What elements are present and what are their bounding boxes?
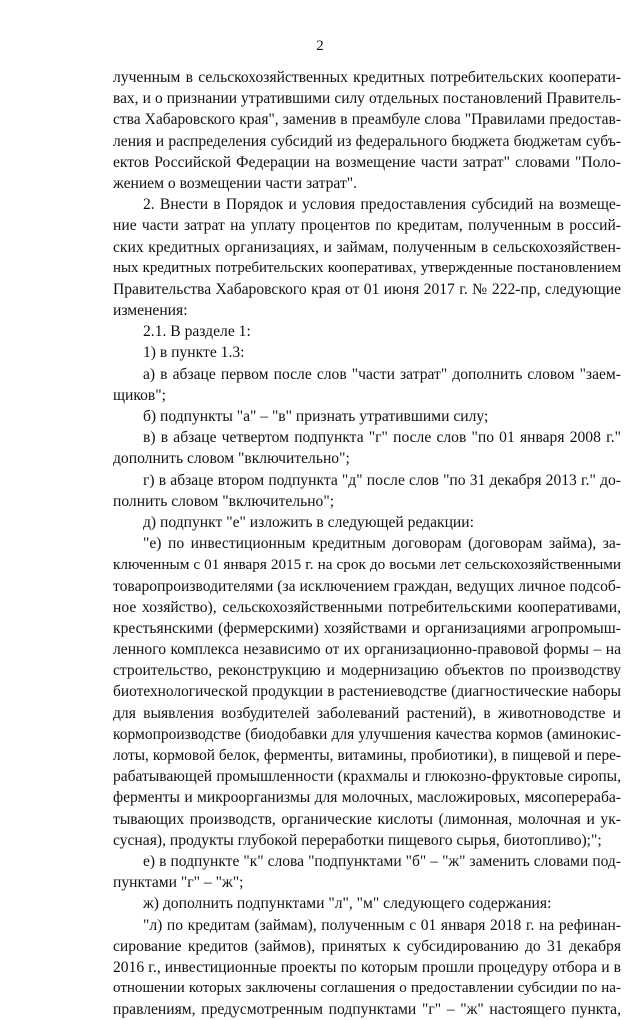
text-line: в) в абзаце четвертом подпункта "г" после слов "по 01 января 2008 г." [143,429,621,447]
text-line: ных кредитных потребительских кооперативах, утвержденные постановлением [113,259,621,276]
text-line: правлениям, предусмотренным подпунктами "г" – "ж" настоящего пункта, [113,1001,621,1019]
text-line: б) подпункты "а" – "в" признать утратившими силу; [143,408,489,425]
text-line: ства Хабаровского края", заменив в преамбуле слова "Правилами предостав- [113,111,621,129]
text-line: 2016 г., инвестиционные проекты по которым прошли процедуру отбора и в [113,958,621,976]
text-line: вах, и о признании утратившими силу отдельных постановлений Правитель- [113,90,621,108]
text-line: г) в абзаце втором подпункта "д" после слов "по 31 декабря 2013 г." до- [143,471,621,489]
text-line: ж) дополнить подпунктами "л", "м" следующего содержания: [143,895,552,913]
text-line: щиков"; [113,386,166,404]
text-line: отношении которых заключены соглашения о предоставлении субсидии по на- [113,980,621,997]
text-line: Правительства Хабаровского края от 01 июня 2017 г. № 222-пр, следующие [113,280,621,298]
text-line: е) в подпункте "к" слова "подпунктами "б" – "ж" заменить словами под- [143,852,621,870]
text-line: кормопроизводстве (биодобавки для улучшения качества кормов (аминокис- [113,725,621,743]
text-line: а) в абзаце первом после слов "части затрат" дополнить словом "заем- [143,365,621,383]
text-line: сусная), продукты глубокой переработки пищевого сырья, биотопливо);"; [113,831,602,849]
text-line: ленного комплекса независимо от их организационно-правовой формы – на [113,641,621,659]
text-line: ектов Российской Федерации на возмещение части затрат" словами "Поло- [113,153,621,171]
text-line: ления и распределения субсидий из федерального бюджета бюджетам субъ- [113,132,621,150]
text-line: пунктами "г" – "ж"; [113,874,244,892]
text-line: ферменты и микроорганизмы для молочных, масложировых, мясоперераба- [113,789,621,807]
text-line: полнить словом "включительно"; [113,492,335,510]
text-line: сирование кредитов (займов), принятых к субсидированию до 31 декабря [113,937,621,955]
text-line: д) подпункт "е" изложить в следующей редакции: [143,513,474,531]
text-line: жением о возмещении части затрат". [113,174,358,192]
text-line: ние части затрат на уплату процентов по кредитам, полученным в россий- [113,217,621,235]
text-line: 2. Внести в Порядок и условия предоставления субсидий на возмеще- [143,196,621,214]
text-line: "е) по инвестиционным кредитным договорам (договорам займа), за- [143,535,621,553]
document-body [113,67,621,1020]
text-line: 2.1. В разделе 1: [143,323,251,341]
text-line: ских кредитных организациях, и займам, полученным в сельскохозяйствен- [113,238,621,256]
text-line: ное хозяйство), сельскохозяйственными потребительскими кооперативами, [113,598,621,616]
text-line: биотехнологической продукции в растениеводстве (диагностические наборы [113,683,621,701]
text-line: крестьянскими (фермерскими) хозяйствами и организациями агропромыш- [113,619,621,637]
text-line: лученным в сельскохозяйственных кредитных потребительских кооперати- [113,69,621,86]
text-line: изменения: [113,302,188,320]
text-line: дополнить словом "включительно"; [113,450,350,468]
text-line: строительство, реконструкцию и модернизацию объектов по производству [113,662,621,680]
text-line: ключенным с 01 января 2015 г. на срок до восьми лет сельскохозяйственными [113,556,621,574]
text-line: 1) в пункте 1.3: [143,344,245,362]
text-line: для выявления возбудителей заболеваний растений), в животноводстве и [113,704,621,722]
text-line: "л) по кредитам (займам), полученным с 01 января 2018 г. на рефинан- [143,916,621,934]
text-line: рабатывающей промышленности (крахмалы и глюкозно-фруктовые сиропы, [113,768,621,786]
text-line: тывающих производств, органические кислоты (лимонная, молочная и ук- [113,810,621,828]
text-line: лоты, кормовой белок, ферменты, витамины, пробиотики), в пищевой и пере- [113,747,621,764]
text-line: товаропроизводителями (за исключением граждан, ведущих личное подсоб- [113,577,621,595]
page-number: 2 [316,38,324,54]
